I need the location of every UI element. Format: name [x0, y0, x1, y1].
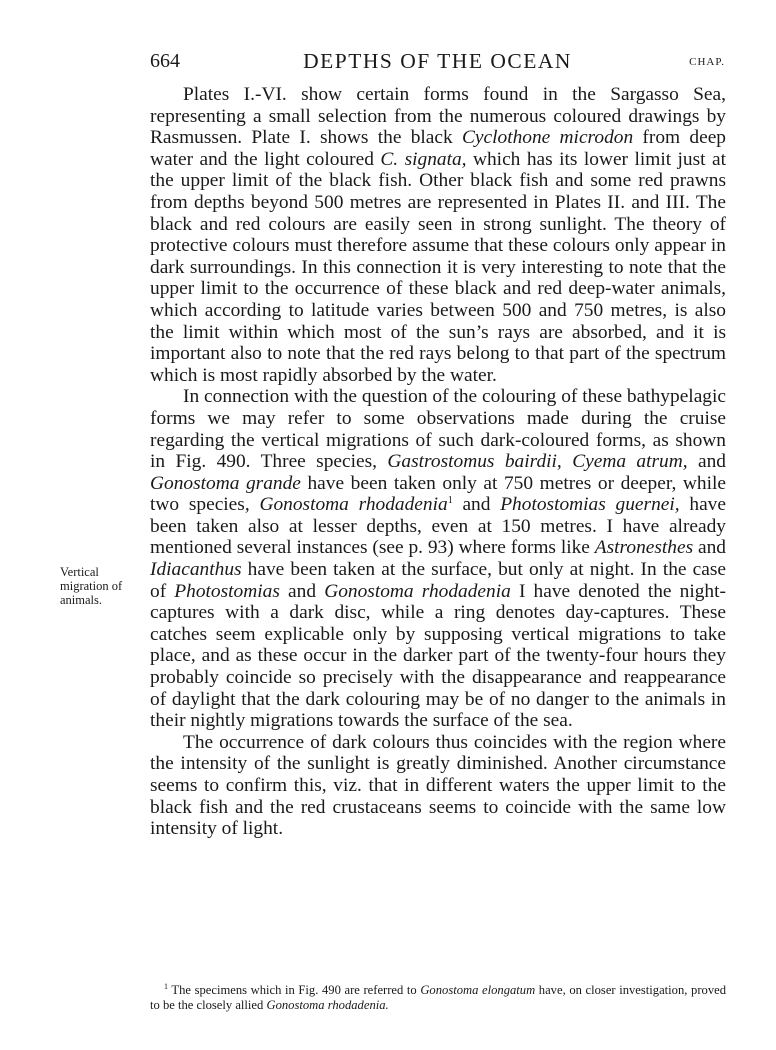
chapter-label: CHAP.: [689, 56, 725, 68]
margin-note: [60, 565, 146, 607]
body-text: [150, 84, 726, 840]
footnote: $^1$ The specimens which in Fig. 490 are referred to Gonostoma elongatum have, on closer investigation, proved to be the closely allied Gonostoma rhodadenia.: [150, 982, 726, 1012]
paragraph-3: The occurrence of dark colours thus coincides with the region where the intensity of the sunlight is greatly diminished. Another circumstance seems to confirm this, viz. that in different waters the upper limit to the black fish and the red crustaceans seems to coincide with the same low intensity of light.: [150, 731, 726, 840]
margin-note-line: Vertical: [60, 565, 99, 579]
margin-note-line: migration of: [60, 579, 123, 593]
page-header: [150, 50, 725, 78]
margin-note-line: animals.: [60, 593, 103, 607]
page-number: 664: [150, 50, 180, 72]
footnote-marker: 1: [164, 982, 168, 991]
paragraph-2: In connection with the question of the colouring of these bathypelagic forms we may refer to some observations made during the cruise regarding the vertical migrations of such dark-coloured forms, as shown in Fig. 490. Three species, Gastrostomus bairdii, Cyema atrum, and Gonostoma grande have been taken only at 750 metres or deeper, while two species, Gonostoma rhodadenia$^1$ and Photostomias guernei, have been taken also at lesser depths, even at 150 metres. I have already mentioned several instances (see p. 93) where forms like Astronesthes and Idiacanthus have been taken at the surface, but only at night. In the case of Photostomias and Gonostoma rhodadenia I have denoted the night-captures with a dark disc, while a ring denotes day-captures. These catches seem explicable only by supposing vertical migrations to take place, and as these occur in the darker part of the twenty-four hours they probably coincide so precisely with the disappearance and reappearance of daylight that the dark colouring may be of no danger to the animals in their nightly migrations towards the surface of the sea.: [150, 386, 727, 732]
running-title: DEPTHS OF THE OCEAN: [303, 49, 572, 73]
paragraph-1: Plates I.-VI. show certain forms found in the Sargasso Sea, representing a small selection from the numerous coloured drawings by Rasmussen. Plate I. shows the black Cyclothone microdon from deep water and the light coloured C. signata, which has its lower limit just at the upper limit of the black fish. Other black fish and some red prawns from depths beyond 500 metres are represented in Plates II. and III. The black and red colours are easily seen in strong sunlight. The theory of protective colours must therefore assume that these colours only appear in dark surroundings. In this connection it is very interesting to note that the upper limit to the occurrence of these black and red deep-water animals, which according to latitude varies between 500 and 750 metres, is also the limit within which most of the sun’s rays are absorbed, and it is important also to note that the red rays belong to that part of the spectrum which is most rapidly absorbed by the water.: [150, 84, 726, 386]
footnote-ref: 1: [447, 495, 453, 507]
